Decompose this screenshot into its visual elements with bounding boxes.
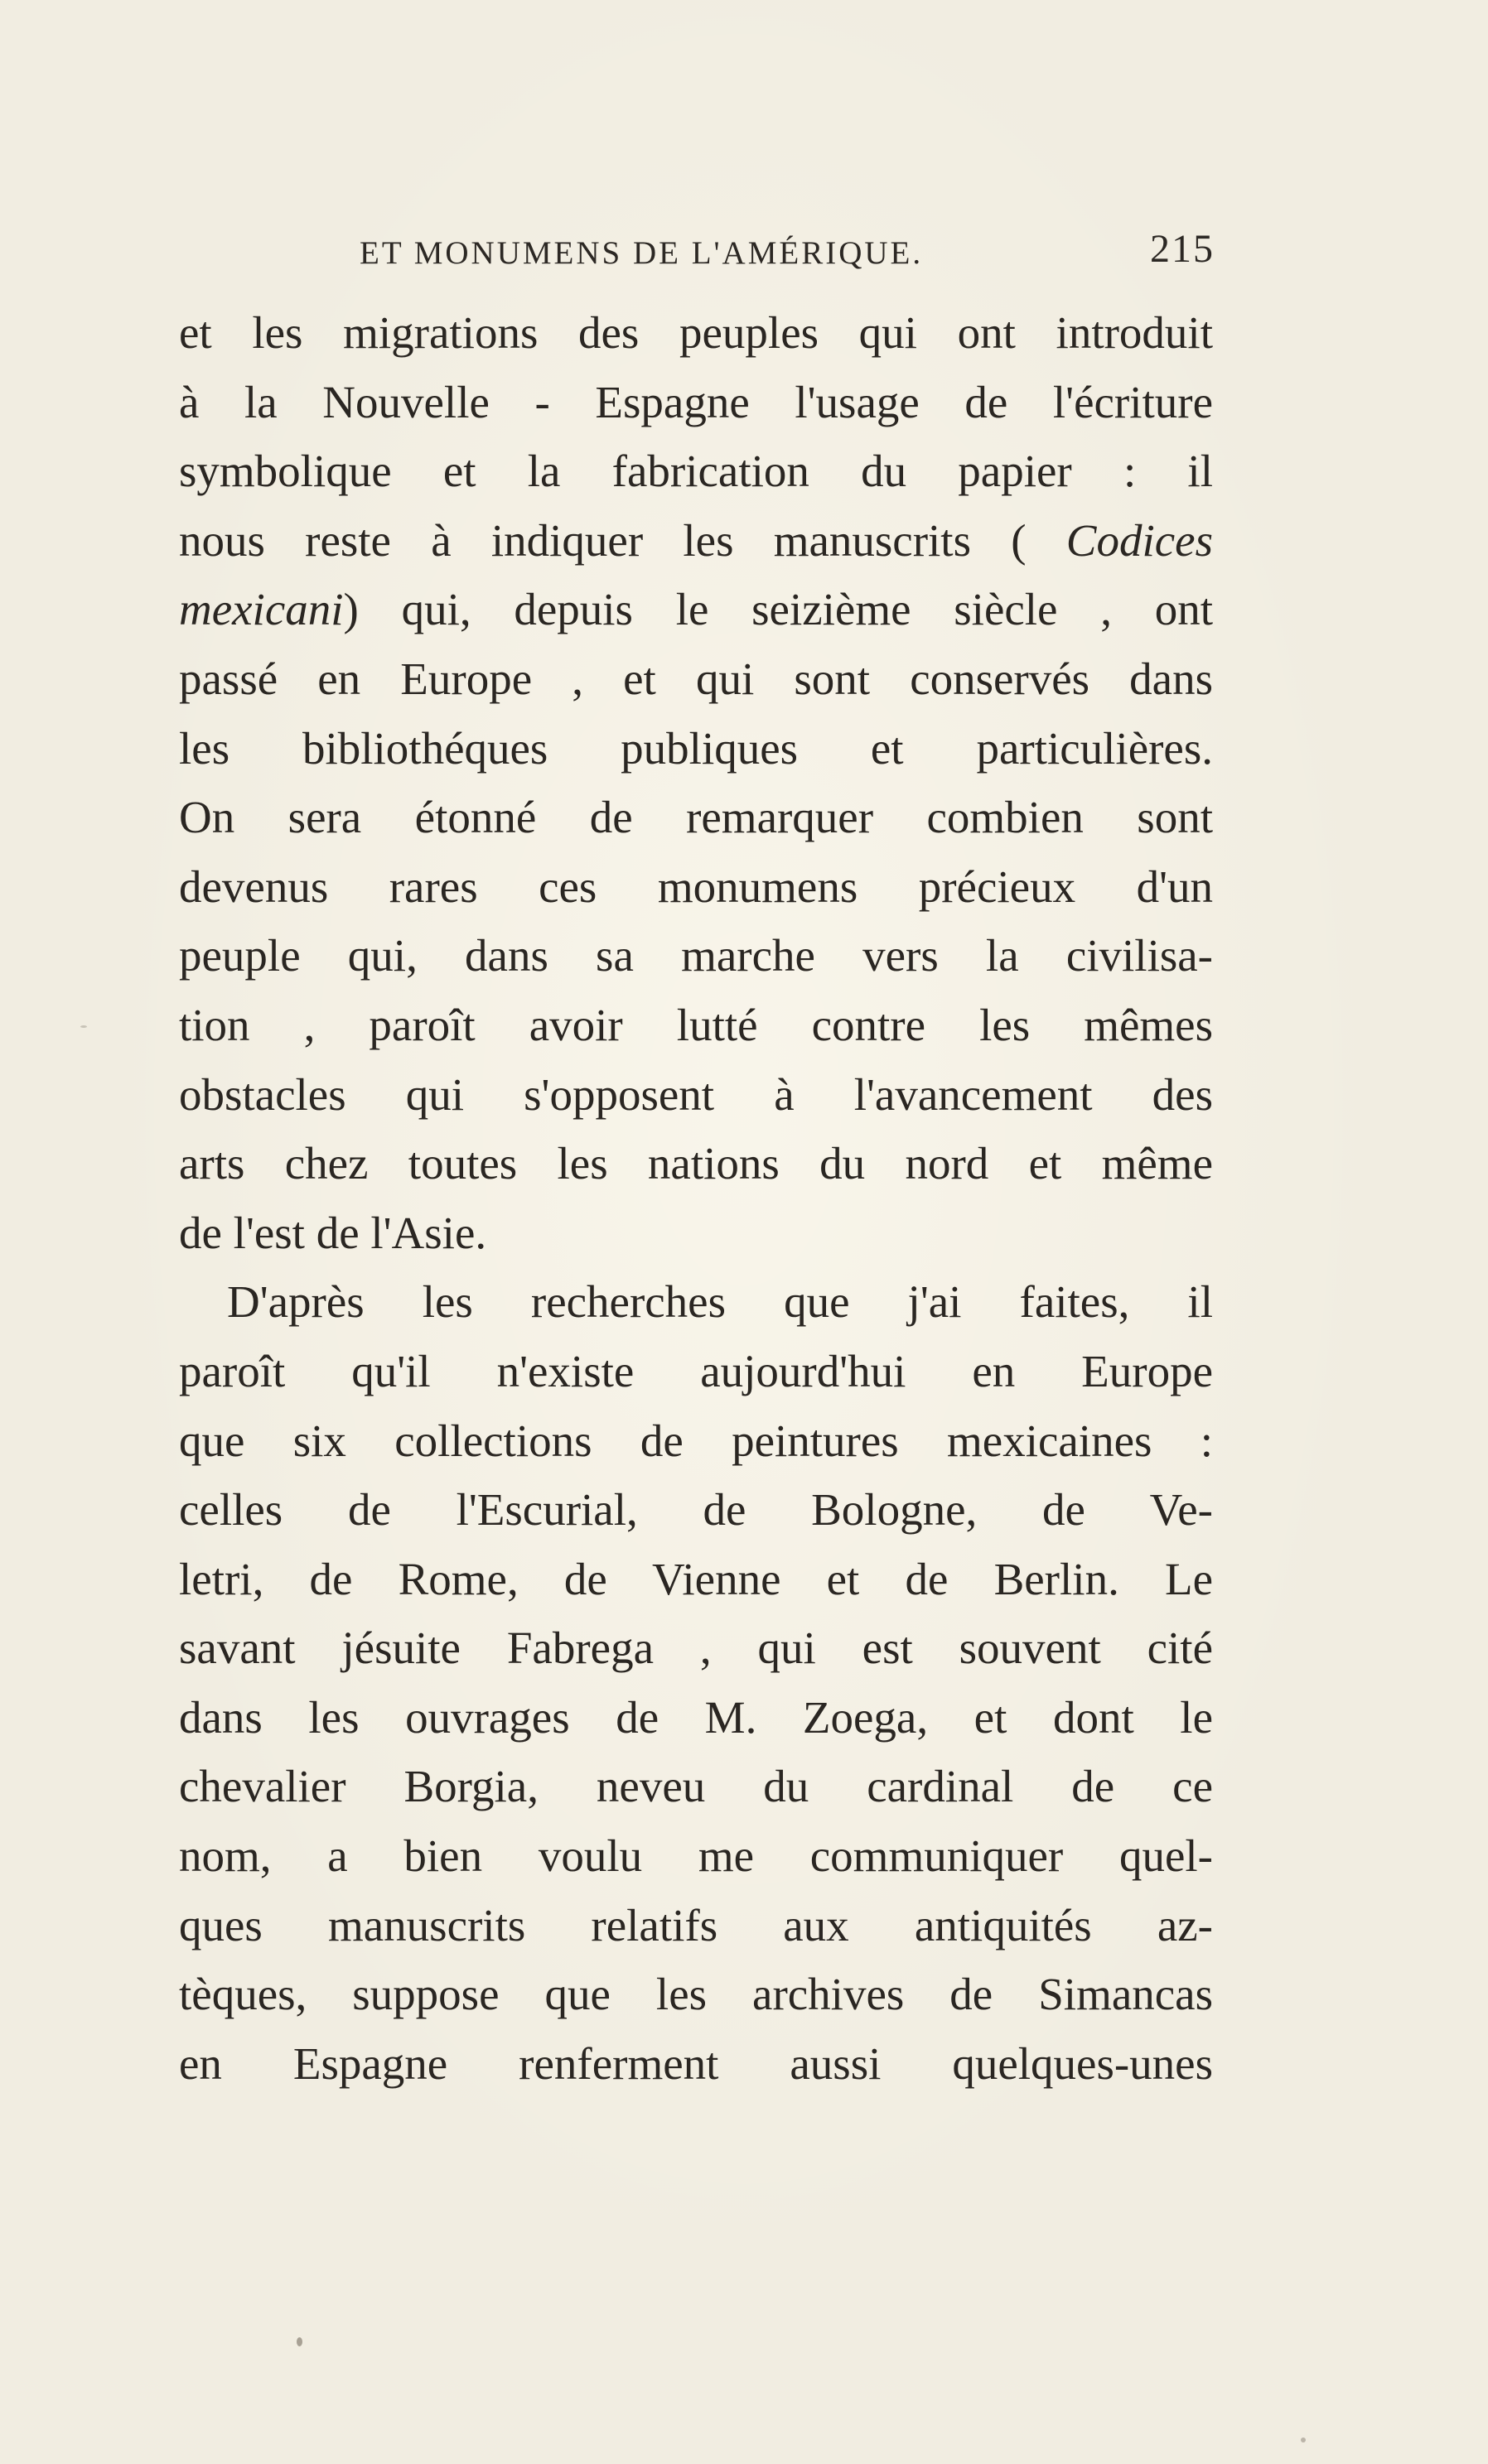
text-line: peuple qui, dans sa marche vers la civilisa- (179, 930, 1213, 981)
page-header (360, 226, 1215, 284)
italic-term: Codices (1065, 514, 1213, 566)
text-line: symbolique et la fabrication du papier : il (179, 446, 1213, 497)
text-line: à la Nouvelle - Espagne l'usage de l'écriture (179, 376, 1213, 427)
text-line: de l'est de l'Asie. (179, 1207, 487, 1258)
text-line: paroît qu'il n'existe aujourd'hui en Europe (179, 1345, 1213, 1396)
text-line: D'après les recherches que j'ai faites, il (227, 1276, 1213, 1328)
text-line: nous reste à indiquer les manuscrits ( Codices (179, 514, 1213, 566)
paper-speck (297, 2337, 302, 2346)
text-line: passé en Europe , et qui sont conservés dans (179, 653, 1213, 704)
text-line: tèques, suppose que les archives de Simancas (179, 1969, 1213, 2020)
paper-speck (80, 1025, 87, 1028)
text-line: nom, a bien voulu me communiquer quel- (179, 1830, 1213, 1882)
running-title: ET MONUMENS DE L'AMÉRIQUE. (360, 235, 924, 271)
text-line: les bibliothéques publiques et particulières. (179, 722, 1213, 774)
text-line: que six collections de peintures mexicaines : (179, 1415, 1213, 1466)
italic-term: mexicani (179, 584, 344, 635)
text-line: obstacles qui s'opposent à l'avancement des (179, 1068, 1213, 1120)
text-line: celles de l'Escurial, de Bologne, de Ve- (179, 1484, 1213, 1536)
page-number: 215 (1150, 227, 1215, 271)
text-line: savant jésuite Fabrega , qui est souvent cité (179, 1623, 1213, 1674)
text-line: On sera étonné de remarquer combien sont (179, 792, 1213, 843)
text-line: letri, de Rome, de Vienne et de Berlin. Le (179, 1553, 1213, 1604)
text-line: dans les ouvrages de M. Zoega, et dont le (179, 1691, 1213, 1743)
text-line: tion , paroît avoir lutté contre les mêmes (179, 999, 1213, 1050)
body-text (179, 298, 1213, 2098)
text-line: chevalier Borgia, neveu du cardinal de ce (179, 1761, 1213, 1812)
text-line: mexicani) qui, depuis le seizième siècle , ont (179, 584, 1213, 635)
text-line: devenus rares ces monumens précieux d'un (179, 861, 1213, 912)
text-line: en Espagne renferment aussi quelques-unes (179, 2037, 1213, 2089)
text-line: et les migrations des peuples qui ont introduit (179, 307, 1213, 358)
paper-speck (1301, 2437, 1306, 2442)
text-line: ques manuscrits relatifs aux antiquités az- (179, 1899, 1213, 1950)
text-line: arts chez toutes les nations du nord et même (179, 1138, 1213, 1189)
